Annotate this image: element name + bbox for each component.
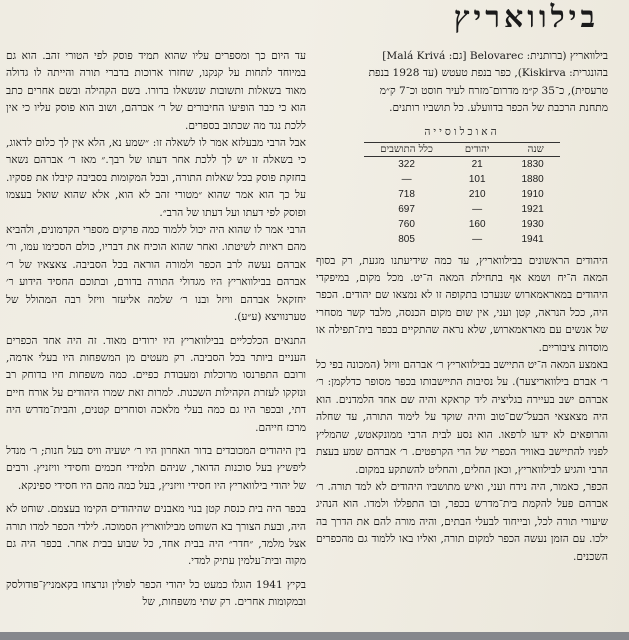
cell-year: 1930 [521,218,544,230]
cell-year: 1921 [521,203,544,215]
table-row [364,172,559,187]
page-edge-shadow [0,632,629,640]
cell-total: 718 [398,188,415,200]
body-paragraph: אבל הרבי מבעלזא אמר לו לשאלה זו: ״שמע נא, הלא אין לך כלום לדאוג, כי בשאלה זו יש לך ללכת אחר דעתו של רבך.״ מאז ר׳ אברהם נשאר בחזקת פוסק בכל שאלות התורה, ובכל המקומות בסביבה קיבלו את פסקיו. על כך הוא אמר שהוא ״מטורי זהב לא הוא, אלא שהוא שואל בעצמו ופוסק לפי דעתו ועל דעתו של הרב״. [6,137,306,219]
body-paragraph: הכפר, כאמור, היה נידח ועני, ואיש מתושביו היהודים לא למד תורה. ר׳ אברהם פעל להקמת בית־מדרש בכפר, ובו התפללו ולמדו. הוא הנהיג שיעורי תורה לכל, ובייחוד לבעלי הבתים, והיה מורה להם את הדרך בה ילכו. עם הזמן נעשה הכפר למקום תורה, ואליו באו ללמוד גם מהכפרים השכנים. [316,480,608,563]
page-title: בילוואריץ [453,0,599,35]
cell-total: 805 [398,233,415,245]
table-row [364,217,559,232]
cell-total: 760 [398,218,415,230]
cell-total: — [401,173,412,185]
body-paragraph: התנאים הכלכליים בבילוואריץ היו ירודים מאוד. זה היה אחד הכפרים העניים ביותר בכל הסביבה. רק מעטים מן המשפחות היו בעלי אדמה, ורובם התפרנסו מרוכלות ומעבודת כפיים. כמה משפחות חיו בדוחק רב ונזקקו לעזרת הקהילות השכנות. למרות זאת שמרו היהודים על אורח חיים דתי, ובכפר היו גם כמה בעלי מלאכה וסוחרים קטנים, והבית־מדרש היה מרכז חייהם. [6,334,306,434]
body-paragraph: בקיץ 1941 הוגלו כמעט כל יהודי הכפר לפולין ונרצחו בקאמניץ־פודולסק ובמקומות אחרים. רק שתי משפחות, של [6,578,306,609]
header-jews: יהודים [449,142,506,156]
left-column [6,48,306,640]
intro-line: מתחנת הרכבת של הכפר בדוועלע. כל תושביו רותנים. [389,102,608,115]
table-row [364,187,559,202]
header-total: כלל התושבים [364,142,449,156]
body-paragraph: באמצע המאה ה־יט התיישב בבילוואריץ ר׳ אברהם וויזל (המכונה בפי כל ר׳ אברם בילוואריצער). על נסיבות התיישבותו בכפר מסופר כדלקמן: ר׳ אברהם ישב בעיירה בגליציה ליד קראקא והיה שם אחד הלמדנים. הוא היה מצאצאי הבעל־שם־טוב והיה שוקד על לימוד התורה, עד שחלה והרופאים לא ידעו לרפאו. הוא נסע לבית הרבי ממונקאטש, שהמליץ לפניו להתיישב באוויר הכפרי של הרי הקרפטים. ר׳ אברהם שמע בעצת הרבי והגיע לבילוואריץ, וכאן החלים, והחליט להשתקע במקום. [316,359,608,476]
cell-jews: — [472,233,483,245]
table-row [364,156,559,172]
body-paragraph: עד היום כך ומספרים עליו שהוא תמיד פוסק לפי הטורי זהב. הוא גם במיוחד לתחות על קנקנו, שחזרו ארוכות בדברי תורה והייתה לו גדולה מאוד בשאלות ותשובות שנשאלו בדורו. בשם הקהילה ובשם אחרים כתב הוא כי כבר הופיעו החיבורים של ר׳ אברהם, ושוב הוא פוסק עליו כי אין ללכת נגד מה שכתוב בספרים. [6,50,306,132]
body-paragraph: בין היהודים המכובדים בדור האחרון היו ר׳ ישעיה וויס בעל חנות; ר׳ מנדל ליפשיץ בעל סוכנות הדואר, שניהם תלמידי חכמים וחסידי וויזניץ. ורבים של יהודי בילוואריץ היו חסידי וויזניץ, בעל כמה מהם היו חסידי ספינקא. [6,444,306,492]
body-paragraph: הרבי אמר לו שהוא היה יכול ללמוד כמה פרקים מספרי הקדמונים, ולהביא מהם ראיות לשיטתו. ואחר שהוא הוכיח את דבריו, כולם הסכימו עמו, ור׳ אברהם נעשה לרב הכפר ולמורה הוראה בכל הסביבה. צאצאיו של ר׳ אברהם בבילוואריץ היו מגדולי התורה בדורם, ובתוכם החסיד הידוע ר׳ יחזקאל אברהם וויזל ובנו ר׳ שלמה אליעזר וויזל רבה המהולל של טערנוויצא (ע״ע). [6,224,306,324]
intro-line: בהונגרית: Kiskirva), כפר בנפת טעטש (עד 1928 בנפת [368,67,608,80]
cell-jews: 21 [471,158,483,170]
cell-jews: 210 [468,188,486,200]
cell-jews: 101 [468,173,486,185]
table-header-row [364,142,559,156]
population-heading: האוכלוסייה [424,125,500,138]
cell-year: 1941 [521,233,544,245]
cell-total: 697 [398,203,415,215]
intro-line: בילוואריץ (ברותנית: Belovarec [גם: Malá Krivá] [382,50,608,62]
population-table [364,142,559,247]
table-row [364,202,559,217]
cell-year: 1830 [521,158,544,170]
header-year: שנה [505,142,559,156]
right-column [316,48,608,640]
body-paragraph: בכפר היה בית כנסת קטן בנוי מאבנים שהיהודים הקימו בעצמם. שוחט לא היה, ובעת הצורך בא השוחט מבילוואריץ הסמוכה. לילדי הכפר למדו תורה אצל מלמד, ״חדר״ היה בבית אחד, כל שבוע בבית אחר. בכפר היה גם מקוה ובית־עלמין עתיק למדי. [6,503,306,568]
cell-jews: 160 [468,218,486,230]
table-row [364,232,559,247]
body-paragraph: היהודים הראשונים בבילוואריץ, עד כמה שידיעתנו מגעת, רק בסוף המאה ה־יח ושמא אף בתחילת המאה ה־יט. מכל מקום, במיפקדי היהודים במאראמארוש שנערכו בתקופה זו לא נמצאו שם יהודים. הכפר היה, ככל הנראה, קטן ועני, אין שום מקום הכנסה, מלבד קשר מסחרי של אנשים עם מאראמארוש, שלא נראה שהתקיים בכפר בית־תפילה או מוסדות ציבוריים. [316,254,608,354]
cell-total: 322 [398,158,415,170]
cell-year: 1910 [521,188,544,200]
intro-line: טרעסית), כ־35 ק״מ מדרום־מזרח לעיר חוסט וכ־7 ק״מ [379,84,608,97]
cell-year: 1880 [521,173,544,185]
cell-jews: — [472,203,483,215]
